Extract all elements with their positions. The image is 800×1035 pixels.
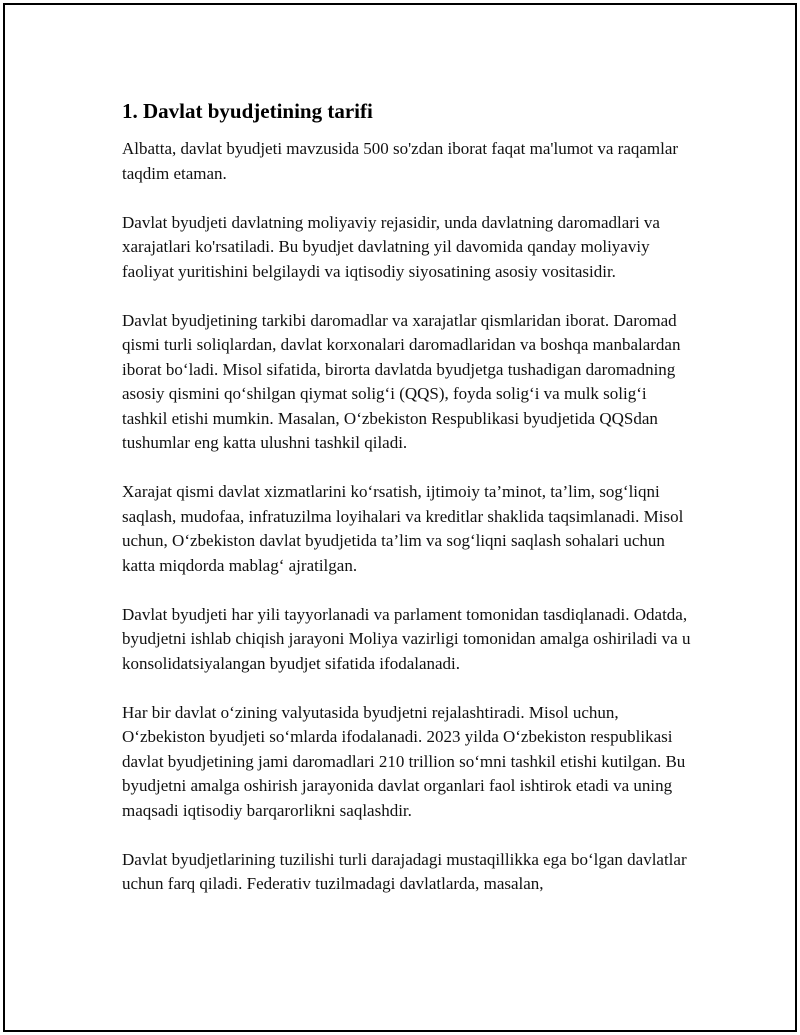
page-frame <box>3 3 797 1032</box>
paragraph-structure: Davlat byudjetlarining tuzilishi turli darajadagi mustaqillikka ega bo‘lgan davlatlar uchun farq qiladi. Federativ tuzilmadagi davlatlarda, masalan, <box>122 849 687 893</box>
section-heading: 1. Davlat byudjetining tarifi <box>122 99 373 123</box>
paragraph-revenue: Davlat byudjetining tarkibi daromadlar va xarajatlar qismlaridan iborat. Daromad qismi turli soliqlardan, davlat korxonalari daromadlaridan va boshqa manbalardan iborat bo‘ladi. Misol sifatida, birorta davlatda byudjetga tushadigan daromadning asosiy qismini qo‘shilgan qiymat solig‘i (QQS), foyda solig‘i va mulk solig‘i tashkil etishi mumkin. Masalan, O‘zbekiston Respublikasi byudjetida QQSdan tushumlar eng katta ulushni tashkil qiladi. <box>122 310 681 452</box>
paragraph-currency: Har bir davlat o‘zining valyutasida byudjetni rejalashtiradi. Misol uchun, O‘zbekiston byudjeti so‘mlarda ifodalanadi. 2023 yilda O‘zbekiston respublikasi davlat byudjetining jami daromadlari 210 trillion so‘mni tashkil etishi kutilgan. Bu byudjetni amalga oshirish jarayonida davlat organlari faol ishtirok etadi va uning maqsadi iqtisodiy barqarorlikni saqlashdir. <box>122 702 686 820</box>
paragraph-approval: Davlat byudjeti har yili tayyorlanadi va parlament tomonidan tasdiqlanadi. Odatda, byudjetni ishlab chiqish jarayoni Moliya vazirligi tomonidan amalga oshiriladi va u konsolidatsiyalangan byudjet sifatida ifodalanadi. <box>122 604 691 673</box>
document-body <box>122 97 692 921</box>
paragraph-intro: Albatta, davlat byudjeti mavzusida 500 so'zdan iborat faqat ma'lumot va raqamlar taqdim etaman. <box>122 139 679 183</box>
paragraph-expenditure: Xarajat qismi davlat xizmatlarini ko‘rsatish, ijtimoiy ta’minot, ta’lim, sog‘liqni saqlash, mudofaa, infratuzilma loyihalari va kreditlar shaklida taqsimlanadi. Misol uchun, O‘zbekiston davlat byudjetida ta’lim va sog‘liqni saqlash sohalari uchun katta miqdorda mablag‘ ajratilgan. <box>122 482 684 575</box>
paragraph-definition: Davlat byudjeti davlatning moliyaviy rejasidir, unda davlatning daromadlari va xarajatlari ko'rsatiladi. Bu byudjet davlatning yil davomida qanday moliyaviy faoliyat yuritishini belgilaydi va iqtisodiy siyosatining asosiy vositasidir. <box>122 212 660 281</box>
